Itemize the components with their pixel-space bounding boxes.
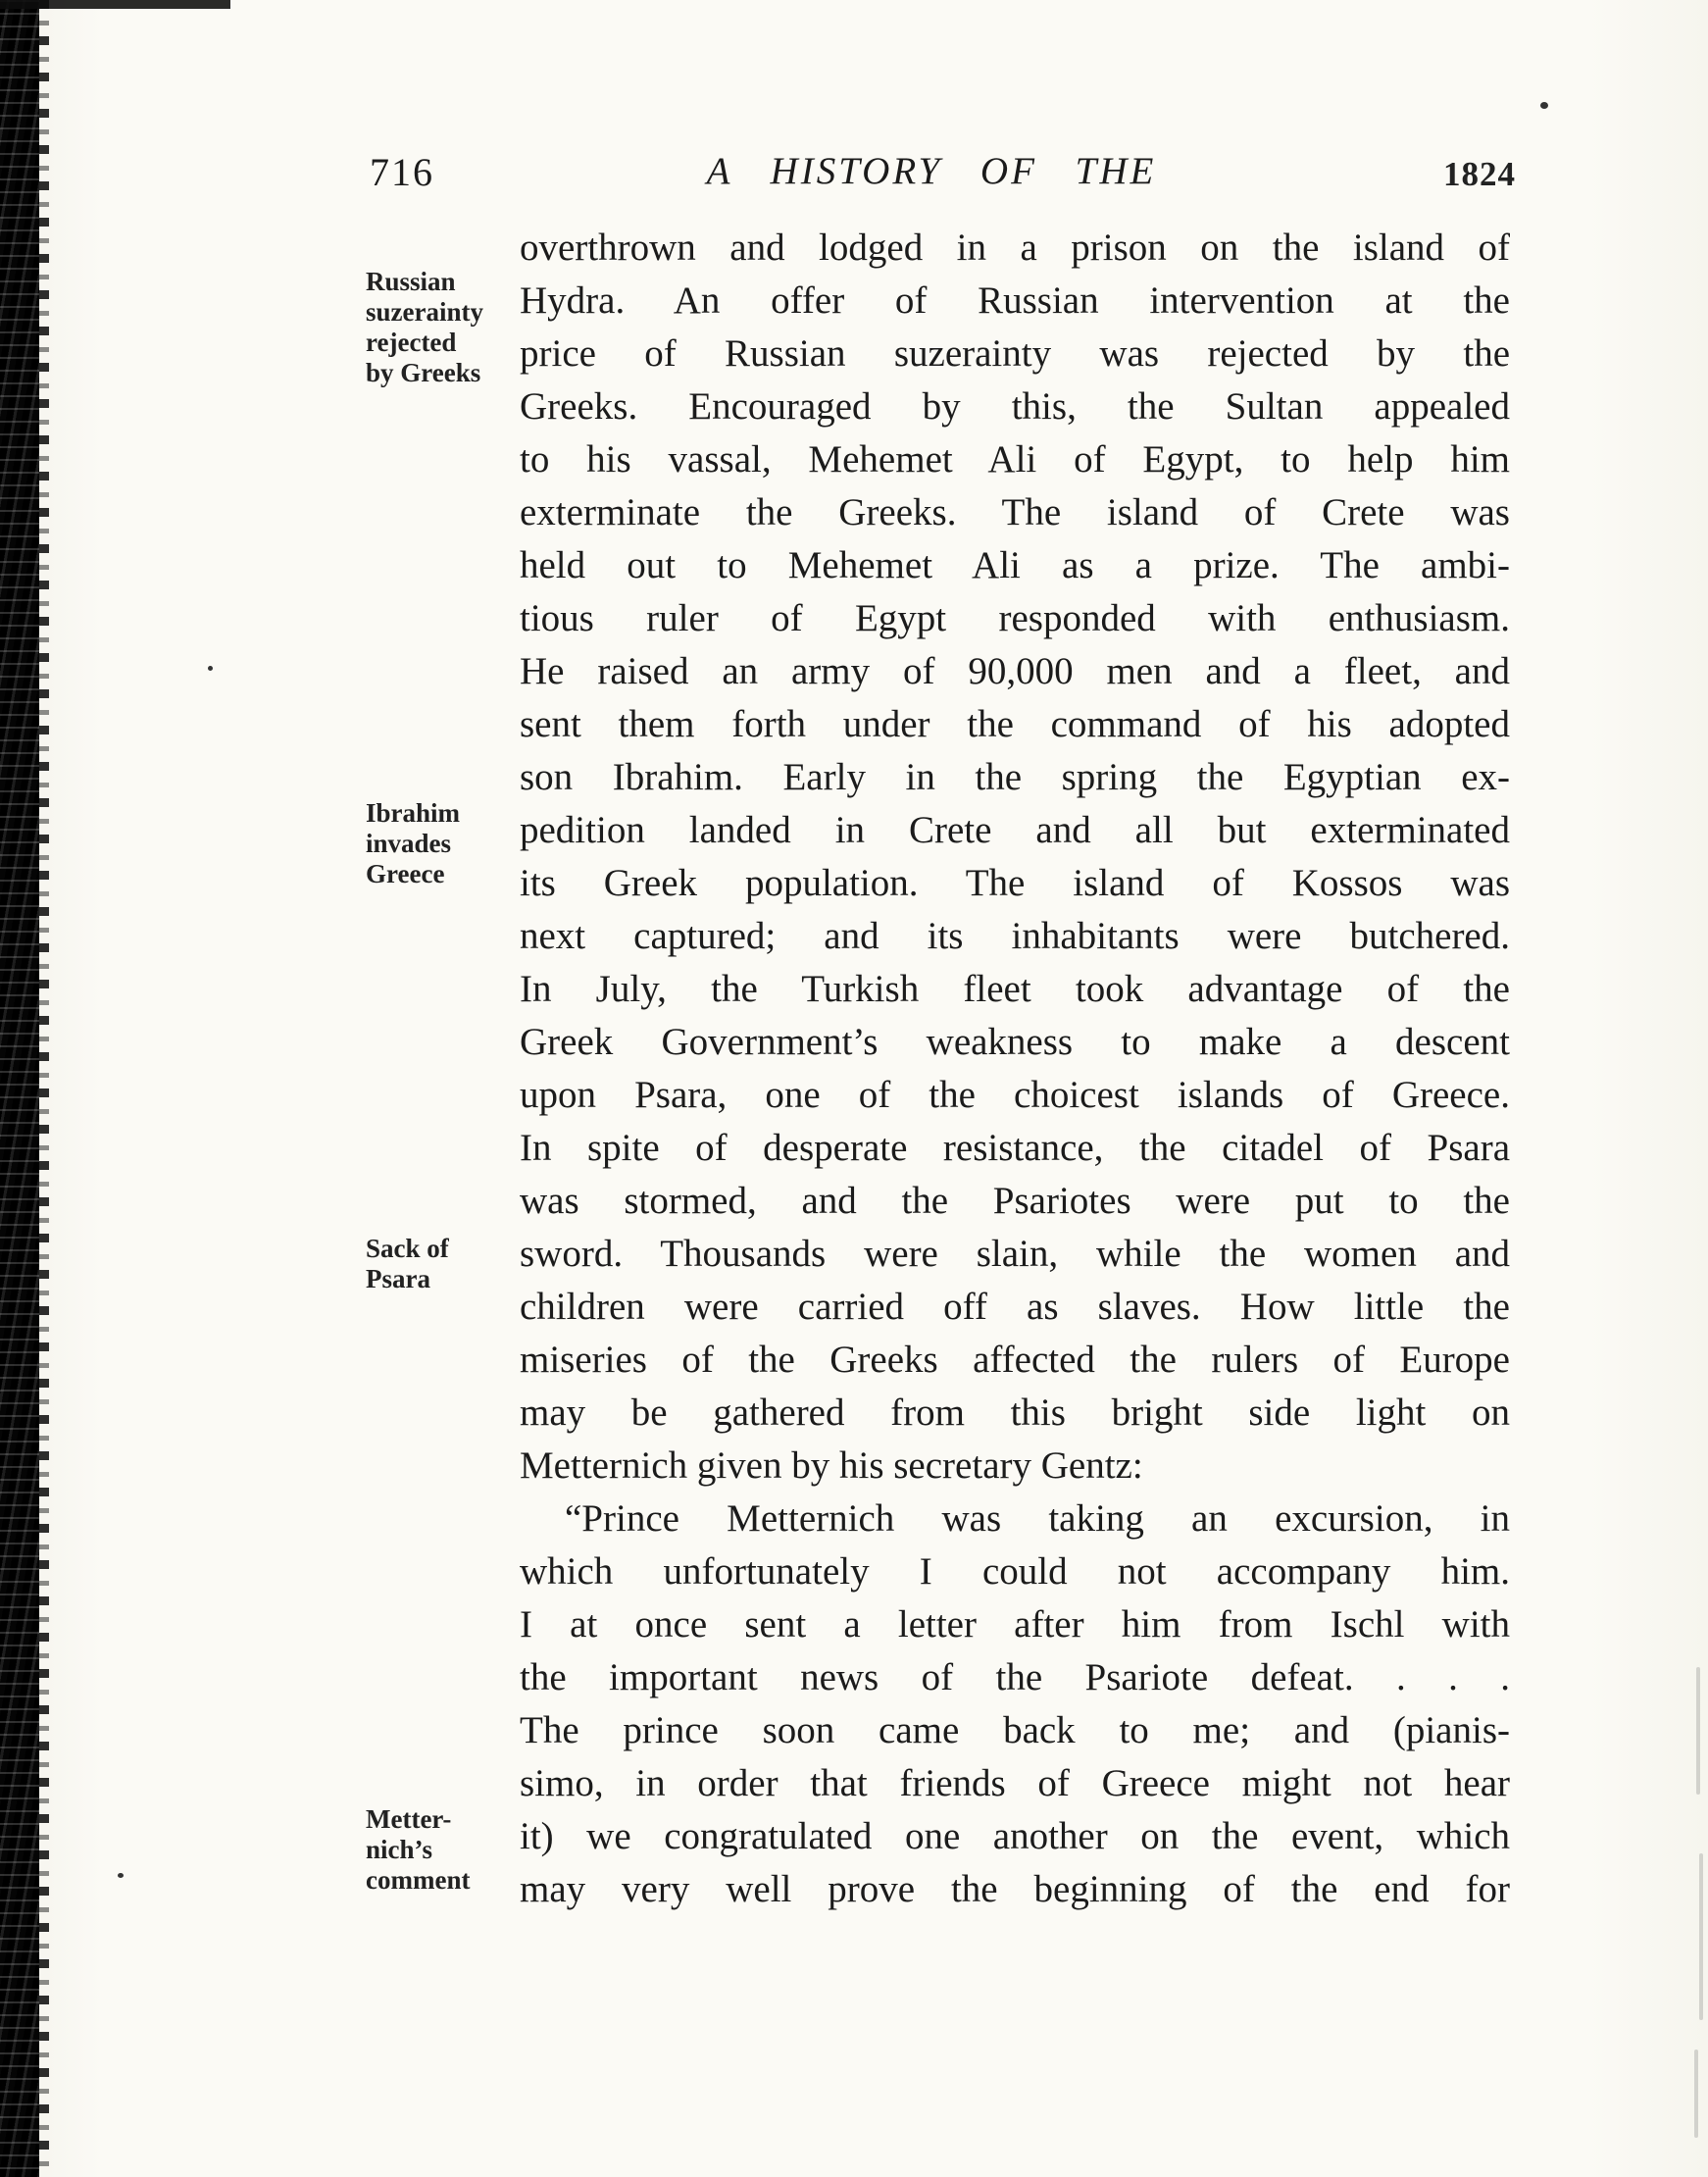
- body-line: children were carried off as slaves. How little the: [520, 1286, 1510, 1328]
- margin-note-line: Ibrahim: [366, 798, 461, 828]
- margin-note-line: by Greeks: [366, 358, 481, 387]
- body-line: miseries of the Greeks affected the rulers of Europe: [520, 1339, 1510, 1381]
- body-line: held out to Mehemet Ali as a prize. The ambi-: [520, 544, 1510, 586]
- margin-note-line: Greece: [366, 859, 445, 888]
- margin-note-line: suzerainty: [366, 297, 483, 327]
- body-line: its Greek population. The island of Kossos was: [520, 862, 1510, 904]
- body-line: sent them forth under the command of his adopted: [520, 703, 1510, 745]
- scan-streak: [1696, 1667, 1700, 1795]
- page-year: 1824: [1443, 155, 1516, 193]
- body-line: price of Russian suzerainty was rejected by the: [520, 332, 1510, 375]
- margin-note: [366, 1234, 515, 1294]
- margin-note-line: Sack of: [366, 1234, 449, 1263]
- scan-edge-artifact: [0, 0, 39, 2177]
- margin-note-line: rejected: [366, 328, 457, 357]
- margin-note-line: nich’s: [366, 1835, 433, 1864]
- body-line: pedition landed in Crete and all but exterminated: [520, 809, 1510, 851]
- body-line: “Prince Metternich was taking an excursion, in: [565, 1497, 1510, 1540]
- margin-note: [366, 798, 515, 889]
- body-line: In July, the Turkish fleet took advantage of the: [520, 968, 1510, 1010]
- body-line: Metternich given by his secretary Gentz:: [520, 1444, 1143, 1487]
- body-line: it) we congratulated one another on the event, which: [520, 1815, 1510, 1857]
- margin-note: [366, 267, 515, 388]
- scan-streak: [1694, 2050, 1698, 2138]
- body-line: the important news of the Psariote defeat. . . .: [520, 1656, 1510, 1698]
- body-line: tious ruler of Egypt responded with enthusiasm.: [520, 597, 1510, 639]
- scan-edge-fray-artifact: [39, 0, 49, 2177]
- margin-note: [366, 1804, 515, 1896]
- margin-note-line: Psara: [366, 1264, 430, 1293]
- scan-speck: [208, 666, 213, 671]
- body-line: next captured; and its inhabitants were butchered.: [520, 915, 1510, 957]
- body-line: He raised an army of 90,000 men and a fleet, and: [520, 650, 1510, 692]
- body-line: simo, in order that friends of Greece might not hear: [520, 1762, 1510, 1804]
- scan-speck: [1540, 102, 1548, 109]
- body-line: I at once sent a letter after him from Ischl with: [520, 1603, 1510, 1645]
- scan-speck: [118, 1873, 124, 1878]
- running-title: A HISTORY OF THE: [706, 150, 1157, 192]
- body-line: Greeks. Encouraged by this, the Sultan appealed: [520, 385, 1510, 428]
- body-line: to his vassal, Mehemet Ali of Egypt, to help him: [520, 438, 1510, 481]
- margin-note-line: invades: [366, 829, 452, 858]
- margin-note-line: Metter-: [366, 1804, 452, 1834]
- body-line: may very well prove the beginning of the end for: [520, 1868, 1510, 1910]
- body-line: exterminate the Greeks. The island of Crete was: [520, 491, 1510, 533]
- body-text: [520, 222, 1510, 1916]
- scan-streak: [1699, 1853, 1703, 2020]
- body-line: In spite of desperate resistance, the citadel of Psara: [520, 1127, 1510, 1169]
- margin-note-line: comment: [366, 1865, 471, 1895]
- margin-note-line: Russian: [366, 267, 456, 296]
- body-line: was stormed, and the Psariotes were put to the: [520, 1180, 1510, 1222]
- body-line: overthrown and lodged in a prison on the island of: [520, 227, 1510, 269]
- body-line: may be gathered from this bright side light on: [520, 1392, 1510, 1434]
- body-line: The prince soon came back to me; and (pianis-: [520, 1709, 1510, 1751]
- body-line: son Ibrahim. Early in the spring the Egyptian ex-: [520, 756, 1510, 798]
- page-number: 716: [370, 150, 434, 194]
- body-line: which unfortunately I could not accompany him.: [520, 1550, 1510, 1593]
- body-line: upon Psara, one of the choicest islands of Greece.: [520, 1074, 1510, 1116]
- body-line: Hydra. An offer of Russian intervention at the: [520, 279, 1510, 322]
- scan-top-artifact: [0, 0, 230, 9]
- body-line: sword. Thousands were slain, while the women and: [520, 1233, 1510, 1275]
- body-line: Greek Government’s weakness to make a descent: [520, 1021, 1510, 1063]
